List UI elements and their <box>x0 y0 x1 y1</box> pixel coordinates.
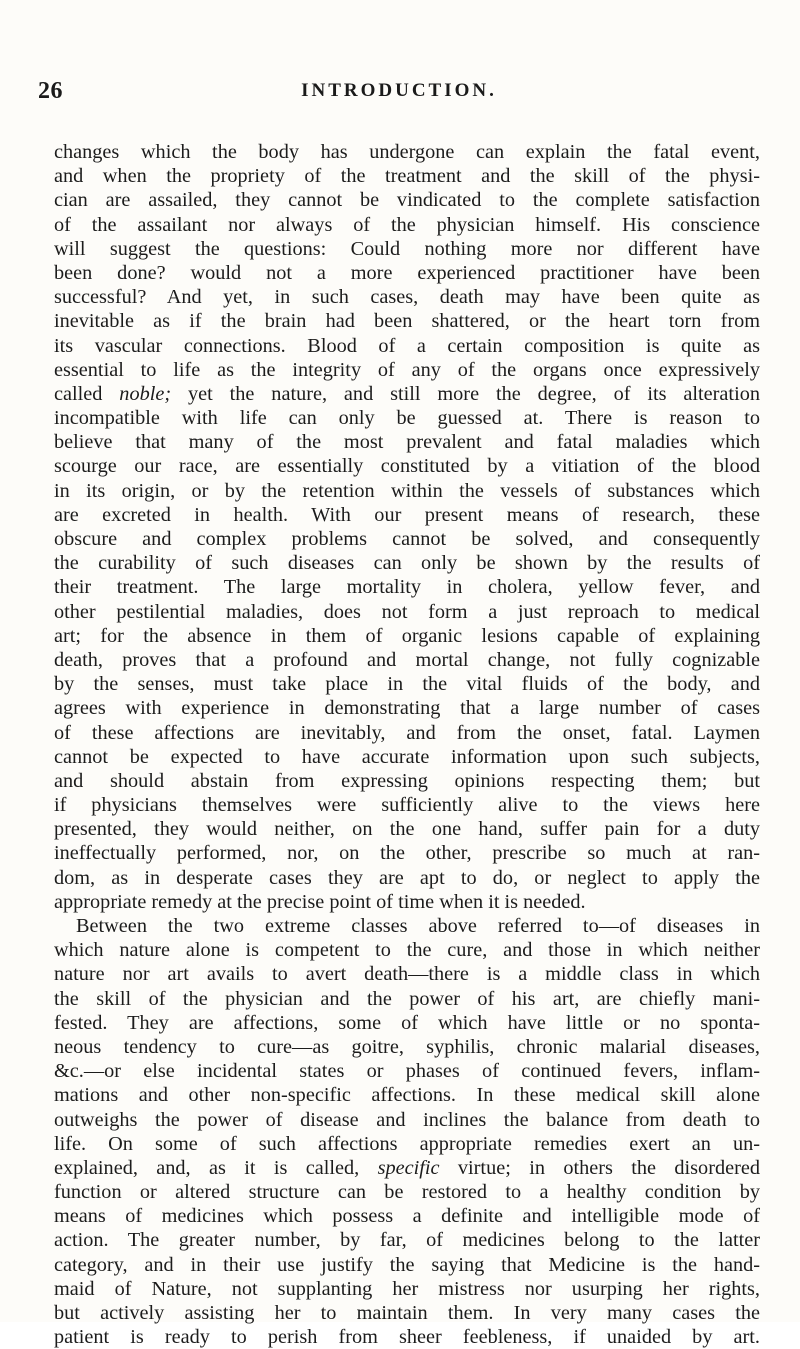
text-line: agrees with experience in demonstrating that a large number of cases <box>54 697 760 720</box>
italic-word: noble; <box>119 382 172 405</box>
text-line: and when the propriety of the treatment and the skill of the physi- <box>54 165 760 188</box>
running-head <box>38 78 760 108</box>
text-line: nature nor art avails to avert death—there is a middle class in which <box>54 963 760 986</box>
text-line: essential to life as the integrity of any of the organs once expressively <box>54 358 760 381</box>
text-line: by the senses, must take place in the vital fluids of the body, and <box>54 673 760 696</box>
running-title: INTRODUCTION. <box>301 80 497 101</box>
text-line: life. On some of such affections appropriate remedies exert an un- <box>54 1132 760 1155</box>
text-line: in its origin, or by the retention within the vessels of substances which <box>54 479 760 502</box>
text-line: appropriate remedy at the precise point of time when it is needed. <box>54 890 586 913</box>
text-line: and should abstain from expressing opinions respecting them; but <box>54 769 760 792</box>
text-line: neous tendency to cure—as goitre, syphilis, chronic malarial diseases, <box>54 1035 760 1058</box>
text-line: Between the two extreme classes above referred to—of diseases in <box>76 915 760 937</box>
text-line: outweighs the power of disease and inclines the balance from death to <box>54 1108 760 1131</box>
text-line: are excreted in health. With our present means of research, these <box>54 503 760 526</box>
text-line: the curability of such diseases can only be shown by the results of <box>54 552 760 575</box>
text-line: believe that many of the most prevalent and fatal maladies which <box>54 431 760 454</box>
text-line: presented, they would neither, on the one hand, suffer pain for a duty <box>54 818 760 841</box>
body-text <box>54 140 760 1349</box>
text-line: the skill of the physician and the power of his art, are chiefly mani- <box>54 987 760 1010</box>
text-line: fested. They are affections, some of which have little or no sponta- <box>54 1011 760 1034</box>
text-line: function or altered structure can be restored to a healthy condition by <box>54 1181 760 1204</box>
text-line: mations and other non-specific affections. In these medical skill alone <box>54 1084 760 1107</box>
text-line-segment: called <box>54 382 120 405</box>
text-line: inevitable as if the brain had been shattered, or the heart torn from <box>54 310 760 333</box>
text-line: patient is ready to perish from sheer feebleness, if unaided by art. <box>54 1326 760 1349</box>
text-line: ineffectually performed, nor, on the other, prescribe so much at ran- <box>54 842 760 865</box>
text-line: will suggest the questions: Could nothing more nor different have <box>54 237 760 260</box>
italic-word: specific <box>377 1156 440 1179</box>
text-line: of the assailant nor always of the physician himself. His conscience <box>54 213 760 236</box>
text-line: its vascular connections. Blood of a certain composition is quite as <box>54 334 760 357</box>
text-line: their treatment. The large mortality in cholera, yellow fever, and <box>54 576 760 599</box>
text-line: scourge our race, are essentially constituted by a vitiation of the blood <box>54 455 760 478</box>
page-number: 26 <box>38 78 63 104</box>
text-line <box>54 382 760 406</box>
text-line: changes which the body has undergone can explain the fatal event, <box>54 141 760 163</box>
text-line: but actively assisting her to maintain them. In very many cases the <box>54 1302 760 1324</box>
text-line: of these affections are inevitably, and from the onset, fatal. Laymen <box>54 721 760 744</box>
text-line: other pestilential maladies, does not form a just reproach to medical <box>54 600 760 623</box>
text-line: means of medicines which possess a definite and intelligible mode of <box>54 1205 760 1228</box>
text-line-segment: virtue; in others the disordered <box>439 1156 760 1179</box>
text-line: category, and in their use justify the saying that Medicine is the hand- <box>54 1253 760 1276</box>
text-line: successful? And yet, in such cases, death may have been quite as <box>54 286 760 309</box>
text-line: &c.—or else incidental states or phases of continued fevers, inflam- <box>54 1060 760 1083</box>
text-line: death, proves that a profound and mortal change, not fully cognizable <box>54 648 760 671</box>
text-line: art; for the absence in them of organic lesions capable of explaining <box>54 624 760 647</box>
text-line: been done? would not a more experienced practitioner have been <box>54 261 760 284</box>
text-line-segment: yet the nature, and still more the degree, of its alteration <box>171 382 760 405</box>
text-line-segment: explained, and, as it is called, <box>54 1156 378 1179</box>
text-line: which nature alone is competent to the cure, and those in which neither <box>54 939 760 962</box>
text-line: maid of Nature, not supplanting her mistress nor usurping her rights, <box>54 1277 760 1300</box>
text-line: dom, as in desperate cases they are apt to do, or neglect to apply the <box>54 866 760 889</box>
text-line <box>54 1156 760 1180</box>
text-line: incompatible with life can only be guessed at. There is reason to <box>54 407 760 430</box>
text-line: if physicians themselves were sufficiently alive to the views here <box>54 794 760 817</box>
text-line: obscure and complex problems cannot be solved, and consequently <box>54 528 760 550</box>
text-line: action. The greater number, by far, of medicines belong to the latter <box>54 1229 760 1252</box>
text-line: cannot be expected to have accurate information upon such subjects, <box>54 745 760 768</box>
text-line: cian are assailed, they cannot be vindicated to the complete satisfaction <box>54 189 760 212</box>
